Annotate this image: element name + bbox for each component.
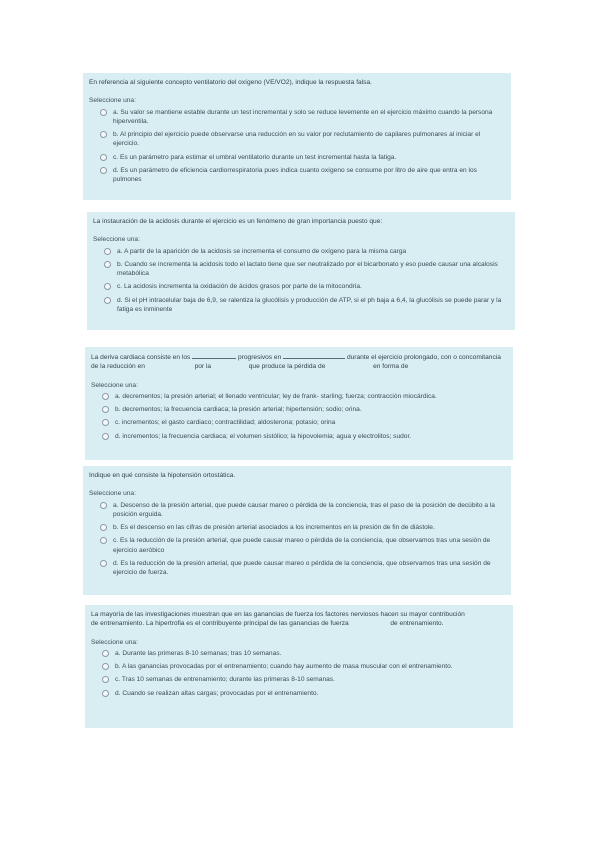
answer-option-a[interactable] xyxy=(91,392,507,401)
fill-blank xyxy=(283,352,345,359)
answer-option-a[interactable] xyxy=(89,108,505,127)
answer-option-c[interactable] xyxy=(89,153,505,162)
radio-button[interactable] xyxy=(100,524,107,531)
answer-option-b[interactable] xyxy=(93,260,509,279)
radio-button[interactable] xyxy=(102,393,109,400)
fill-blank xyxy=(147,362,193,368)
fill-blank xyxy=(327,362,371,368)
option-text: a. decrementos; la presión arterial; el llenado ventricular; ley de frank- starling; fuerza; contracción miocárdica. xyxy=(115,392,437,400)
radio-button[interactable] xyxy=(100,109,107,116)
radio-button[interactable] xyxy=(104,283,111,290)
fill-blank xyxy=(351,619,389,625)
answer-option-c[interactable] xyxy=(91,675,507,684)
question-stem: La instauración de la acidosis durante el ejercicio es un fenómeno de gran importancia puesto que: xyxy=(93,218,383,225)
radio-button[interactable] xyxy=(102,650,109,657)
select-one-label: Seleccione una: xyxy=(93,236,140,244)
stem-part-1: La deriva cardiaca consiste en los xyxy=(91,354,191,361)
option-text: b. A las ganancias provocadas por el entrenamiento; cuando hay aumento de masa muscular con el entrenamiento. xyxy=(115,663,453,671)
option-text: d. Cuando se realizan altas cargas; provocadas por el entrenamiento. xyxy=(115,689,319,697)
answer-option-b[interactable] xyxy=(91,662,507,671)
stem-part-6: en forma de xyxy=(373,363,409,371)
option-text: c. Tras 10 semanas de entrenamiento; durante las primeras 8-10 semanas. xyxy=(115,676,335,684)
answer-option-b[interactable] xyxy=(91,405,507,414)
radio-button[interactable] xyxy=(102,419,109,426)
select-one-label: Seleccione una: xyxy=(91,638,138,646)
radio-button[interactable] xyxy=(100,131,107,138)
radio-button[interactable] xyxy=(100,154,107,161)
option-text: d. incrementos; la frecuencia cardiaca; el volumen sistólico; la hipovolemia; agua y electrolitos; sudor. xyxy=(115,432,412,440)
fill-blank xyxy=(213,362,247,368)
answer-option-d[interactable] xyxy=(89,559,505,578)
question-4 xyxy=(83,466,511,595)
option-text: a. Durante las primeras 8-10 semanas; tras 10 semanas. xyxy=(115,649,282,657)
answer-option-a[interactable] xyxy=(89,501,505,520)
stem-part-1: La mayoría de las investigaciones muestran que en las ganancias de fuerza los factores nerviosos hacen su mayor contribución xyxy=(91,611,465,618)
stem-part-2: progresivos en xyxy=(238,354,282,361)
question-stem: En referencia al siguiente concepto ventilatorio del oxígeno (VE/VO2), indique la respuesta falsa. xyxy=(89,79,372,86)
stem-part-4: por la xyxy=(194,363,212,371)
question-5 xyxy=(85,605,513,728)
answer-option-d[interactable] xyxy=(93,296,509,315)
answer-option-a[interactable] xyxy=(91,649,507,658)
option-text: c. La acidosis incrementa la oxidación de ácidos grasos por parte de la mitocondria. xyxy=(117,283,362,291)
select-one-label: Seleccione una: xyxy=(89,490,136,498)
option-text: b. Al principio del ejercicio puede observarse una reducción en su valor por reclutamiento de capilares pulmonares al iniciar el ejercicio. xyxy=(113,131,481,148)
option-text: a. Descenso de la presión arterial, que puede causar mareo o pérdida de la conciencia, tras el paso de la posición de decúbito a la posición erguida. xyxy=(113,501,495,518)
option-text: b. decrementos; la frecuencia cardiaca; la presión arterial; hipertensión; sodio; orina. xyxy=(115,406,362,414)
radio-button[interactable] xyxy=(104,261,111,268)
stem-part-2: de entrenamiento. La hipertrofia es el contribuyente principal de las ganancias de fuerza xyxy=(91,620,349,628)
answer-option-c[interactable] xyxy=(91,418,507,427)
option-text: d. Es un parámetro de eficiencia cardiorrespiratoria pues indica cuanto oxígeno se consume por litro de aire que entra en los pulmones xyxy=(113,167,477,184)
answer-option-c[interactable] xyxy=(89,536,505,555)
radio-button[interactable] xyxy=(100,537,107,544)
option-text: a. Su valor se mantiene estable durante un test incremental y solo se reduce levemente en el ejercicio máximo cuando la persona hiperventila. xyxy=(113,108,493,125)
option-text: d. Si el pH intracelular baja de 6,9, se ralentiza la glucólisis y producción de ATP, si el ph baja a 6,4, la glucólisis se puede parar y la fatiga es inminente xyxy=(117,296,502,314)
answer-option-b[interactable] xyxy=(89,130,505,149)
radio-button[interactable] xyxy=(102,676,109,683)
radio-button[interactable] xyxy=(102,663,109,670)
question-stem xyxy=(91,352,507,372)
answer-option-b[interactable] xyxy=(89,523,505,532)
radio-button[interactable] xyxy=(100,167,107,174)
answer-option-d[interactable] xyxy=(91,689,507,698)
question-1 xyxy=(83,73,511,200)
option-text: c. Es un parámetro para estimar el umbral ventilatorio durante un test incremental hasta la fatiga. xyxy=(113,153,397,161)
radio-button[interactable] xyxy=(102,690,109,697)
answer-option-c[interactable] xyxy=(93,282,509,291)
stem-part-3: de entrenamiento. xyxy=(390,620,444,628)
option-text: d. Es la reducción de la presión arterial, que puede causar mareo o pérdida de la conciencia, que observamos tras una sesión de ejercicio de fuerza. xyxy=(113,560,491,577)
answer-option-d[interactable] xyxy=(89,166,505,185)
option-text: a. A partir de la aparición de la acidosis se incrementa el consumo de oxígeno para la misma carga xyxy=(117,247,407,255)
option-text: b. Cuando se incrementa la acidosis todo el lactato tiene que ser neutralizado por el bicarbonato y eso puede causar una alcalosis metabólica xyxy=(117,260,498,278)
fill-blank xyxy=(467,610,507,616)
question-2 xyxy=(87,212,515,330)
fill-blank xyxy=(192,352,236,359)
radio-button[interactable] xyxy=(102,433,109,440)
radio-button[interactable] xyxy=(104,297,111,304)
question-stem xyxy=(91,610,507,629)
radio-button[interactable] xyxy=(102,406,109,413)
select-one-label: Seleccione una: xyxy=(89,97,136,105)
radio-button[interactable] xyxy=(100,560,107,567)
question-3 xyxy=(85,347,513,460)
option-text: c. incrementos; el gasto cardiaco; contractilidad; aldosterona; potasio; orina xyxy=(115,419,336,427)
option-text: b. Es el descenso en las cifras de presión arterial asociados a los incrementos en la presión de fin de diástole. xyxy=(113,524,435,532)
select-one-label: Seleccione una: xyxy=(91,381,138,389)
stem-part-5: que produce la pérdida de xyxy=(248,363,326,371)
answer-option-d[interactable] xyxy=(91,432,507,441)
answer-option-a[interactable] xyxy=(93,247,509,256)
radio-button[interactable] xyxy=(100,502,107,509)
stem-part-3: durante el ejercicio prolongado, con o concomitancia de la reducción en xyxy=(91,354,501,371)
question-stem: Indique en qué consiste la hipotensión ortostática. xyxy=(89,472,236,479)
option-text: c. Es la reducción de la presión arterial, que puede causar mareo o pérdida de la conciencia, que observamos tras una sesión de ejercicio aeróbico xyxy=(113,537,491,554)
radio-button[interactable] xyxy=(104,248,111,255)
